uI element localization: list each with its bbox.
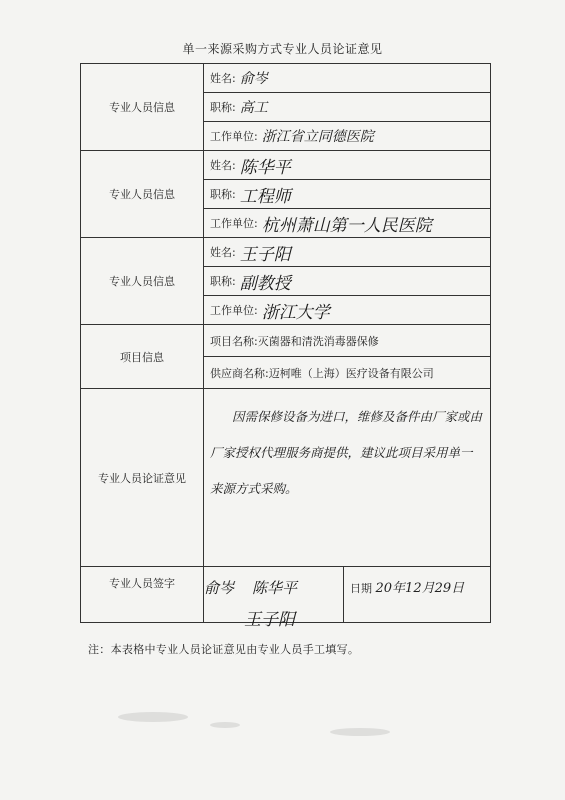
expert-3-unit: 浙江大学 [261,302,330,323]
title-label: 职称: [210,188,236,201]
signature-3: 王子阳 [244,610,295,630]
opinion-content [204,389,491,567]
expert-3-title-row [204,267,490,296]
name-label: 姓名: [210,246,236,259]
expert-3-title: 副教授 [239,273,291,294]
opinion-label: 专业人员论证意见 [81,389,204,567]
page-title: 单一来源采购方式专业人员论证意见 [182,42,383,56]
supplier-label: 供应商名称: [210,366,269,380]
title-label: 职称: [210,275,236,288]
expert-1-unit: 浙江省立同德医院 [261,129,374,145]
expert-1-title-row [204,93,490,122]
signature-label: 专业人员签字 [81,567,204,623]
expert-opinion-form [80,63,491,630]
expert-2-row [81,151,491,238]
expert-2-details [204,151,491,238]
expert-3-name-row [204,238,490,267]
date-cell [344,567,491,623]
expert-info-label-1: 专业人员信息 [81,64,204,151]
scan-smudge [118,712,188,722]
supplier-row [204,357,490,388]
expert-info-label-3: 专业人员信息 [81,238,204,325]
expert-1-title: 高工 [239,100,268,116]
signature-area [204,567,344,630]
expert-3-details [204,238,491,325]
opinion-text: 因需保修设备为进口，维修及备件由厂家或由厂家授权代理服务商提供，建议此项目采用单一来源方式采购。 [210,409,483,496]
scan-smudge [210,722,240,728]
project-name-row [204,325,490,357]
scan-smudge [330,728,390,736]
signature-1: 俞岑 [204,579,235,597]
expert-info-label-2: 专业人员信息 [81,151,204,238]
expert-2-unit: 杭州萧山第一人民医院 [261,215,432,236]
expert-3-row [81,238,491,325]
signature-row [81,567,491,623]
expert-1-name: 俞岑 [239,71,268,87]
name-label: 姓名: [210,72,236,85]
expert-3-unit-row [204,296,490,324]
expert-2-title: 工程师 [239,186,291,207]
date-value: 20年12月29日 [375,581,465,596]
opinion-row [81,389,491,567]
expert-3-name: 王子阳 [239,244,291,265]
signature-2: 陈华平 [252,579,298,597]
project-details [204,325,491,389]
unit-label: 工作单位: [210,217,258,230]
supplier-value: 迈柯唯（上海）医疗设备有限公司 [268,366,434,380]
date-label: 日期 [350,582,372,595]
footnote: 注：本表格中专业人员论证意见由专业人员手工填写。 [88,643,360,656]
expert-2-name-row [204,151,490,180]
project-name-value: 灭菌器和清洗消毒器保修 [257,334,379,348]
name-label: 姓名: [210,159,236,172]
expert-1-row [81,64,491,151]
title-label: 职称: [210,101,236,114]
expert-2-unit-row [204,209,490,237]
expert-1-name-row [204,64,490,93]
unit-label: 工作单位: [210,304,258,317]
unit-label: 工作单位: [210,130,258,143]
expert-1-details [204,64,491,151]
project-info-row [81,325,491,389]
project-info-label: 项目信息 [81,325,204,389]
project-name-label: 项目名称: [210,334,258,348]
expert-2-name: 陈华平 [239,157,291,178]
expert-1-unit-row [204,122,490,150]
expert-2-title-row [204,180,490,209]
